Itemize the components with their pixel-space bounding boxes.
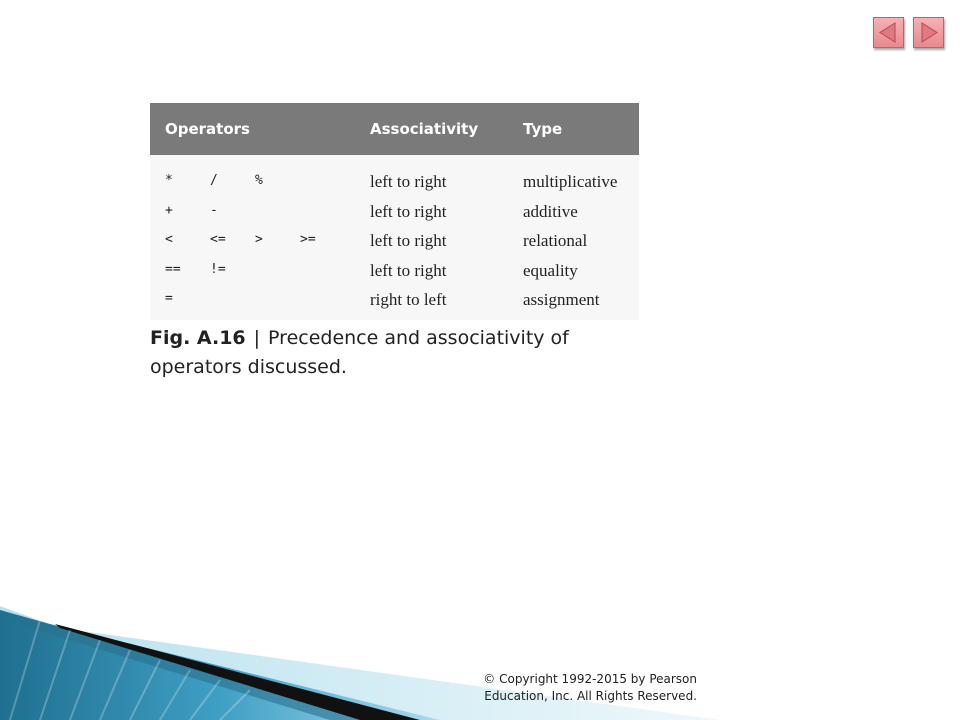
operator-symbol: >= — [300, 232, 316, 247]
operator-precedence-table — [150, 103, 639, 320]
associativity-cell: left to right — [370, 260, 447, 280]
caption-text: Precedence and associativity of operators discussed. — [150, 327, 569, 378]
associativity-cell: right to left — [370, 290, 447, 309]
operator-symbol: / — [210, 173, 218, 188]
operator-symbol: != — [210, 261, 226, 277]
table-header — [150, 103, 639, 155]
table-row — [150, 167, 639, 197]
header-type: Type — [523, 120, 563, 138]
header-associativity: Associativity — [370, 120, 479, 138]
associativity-cell: left to right — [370, 172, 447, 191]
type-cell: equality — [523, 260, 578, 280]
operator-symbol: * — [165, 173, 173, 188]
copyright-notice — [437, 671, 697, 705]
type-cell: relational — [523, 231, 588, 250]
associativity-cell: left to right — [370, 201, 447, 221]
next-slide-button[interactable] — [913, 17, 944, 48]
table-row — [150, 197, 639, 227]
copyright-line-1: © Copyright 1992-2015 by Pearson — [483, 672, 697, 686]
copyright-line-2: Education, Inc. All Rights Reserved. — [484, 689, 697, 703]
header-operators: Operators — [165, 120, 250, 138]
triangle-left-icon — [874, 18, 903, 47]
operator-symbol: > — [255, 232, 263, 247]
operator-symbol: = — [165, 291, 173, 306]
operator-symbol: % — [255, 173, 263, 188]
operator-symbol: == — [165, 261, 181, 277]
previous-slide-button[interactable] — [873, 17, 904, 48]
type-cell: additive — [523, 201, 578, 221]
type-cell: multiplicative — [523, 172, 618, 191]
type-cell: assignment — [523, 290, 600, 309]
operator-symbol: < — [165, 232, 173, 247]
caption-separator: | — [253, 327, 261, 349]
figure-caption — [150, 324, 650, 382]
table-row — [150, 226, 639, 256]
operator-symbol: <= — [210, 232, 226, 247]
table-row — [150, 256, 639, 286]
table-row — [150, 285, 639, 315]
triangle-right-icon — [914, 18, 943, 47]
operator-symbol: + — [165, 202, 173, 218]
operator-symbol: - — [210, 202, 218, 218]
associativity-cell: left to right — [370, 231, 447, 250]
figure-label: Fig. A.16 — [150, 327, 246, 349]
